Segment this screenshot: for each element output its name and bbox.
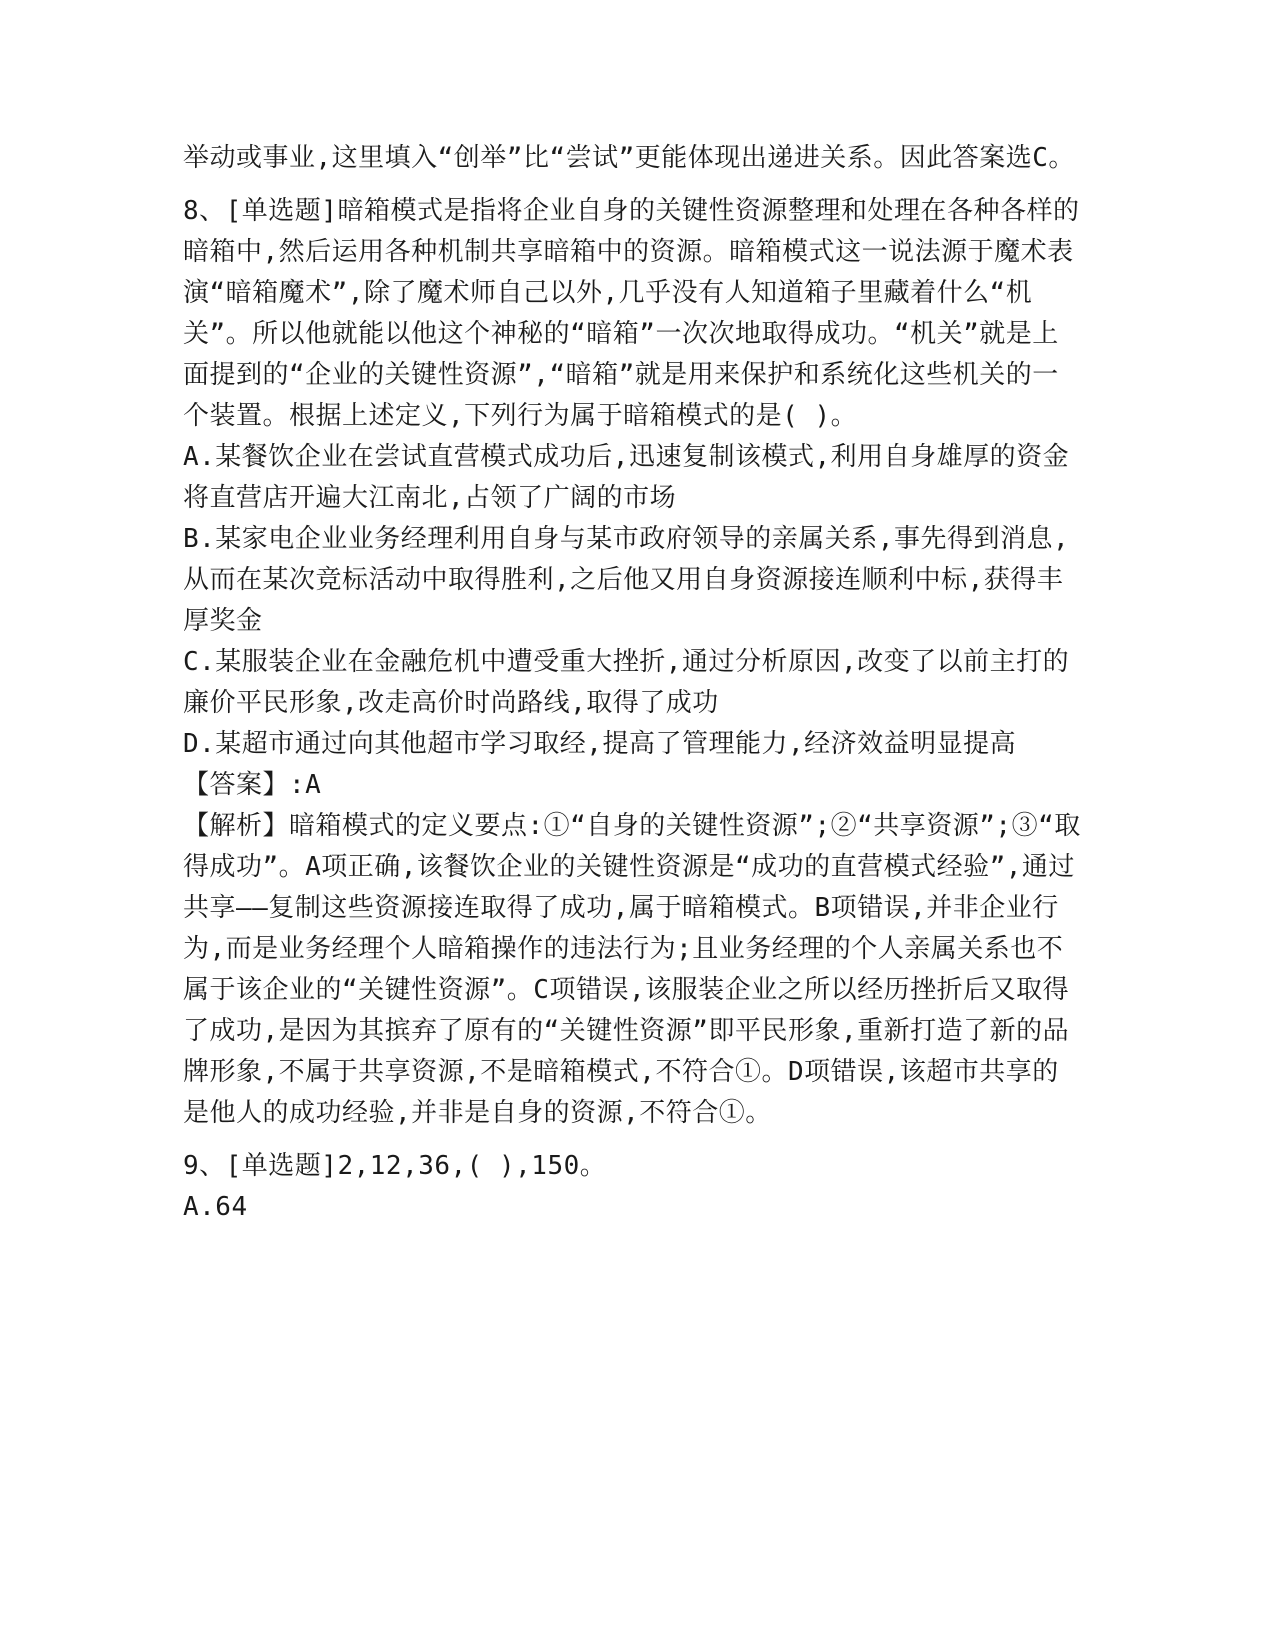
- question-8-option-a: A.某餐饮企业在尝试直营模式成功后,迅速复制该模式,利用自身雄厚的资金将直营店开遍大江南北,占领了广阔的市场: [183, 442, 1070, 513]
- question-8: [183, 191, 1083, 1134]
- question-9: [183, 1146, 1083, 1228]
- document-body: [183, 138, 1083, 1228]
- question-8-answer: 【答案】:A: [183, 770, 322, 800]
- previous-explanation-tail: 举动或事业,这里填入“创举”比“尝试”更能体现出递进关系。因此答案选C。: [183, 143, 1075, 173]
- question-8-option-c: C.某服装企业在金融危机中遭受重大挫折,通过分析原因,改变了以前主打的廉价平民形象,改走高价时尚路线,取得了成功: [183, 647, 1070, 718]
- question-8-option-d: D.某超市通过向其他超市学习取经,提高了管理能力,经济效益明显提高: [183, 729, 1017, 759]
- question-8-stem: 8、[单选题]暗箱模式是指将企业自身的关键性资源整理和处理在各种各样的暗箱中,然后运用各种机制共享暗箱中的资源。暗箱模式这一说法源于魔术表演“暗箱魔术”,除了魔术师自己以外,几乎没有人知道箱子里藏着什么“机关”。所以他就能以他这个神秘的“暗箱”一次次地取得成功。“机关”就是上面提到的“企业的关键性资源”,“暗箱”就是用来保护和系统化这些机关的一个装置。根据上述定义,下列行为属于暗箱模式的是( )。: [183, 196, 1080, 431]
- question-9-stem: 9、[单选题]2,12,36,( ),150。: [183, 1151, 607, 1181]
- question-8-analysis: 【解析】暗箱模式的定义要点:①“自身的关键性资源”;②“共享资源”;③“取得成功”。A项正确,该餐饮企业的关键性资源是“成功的直营模式经验”,通过共享——复制这些资源接连取得了成功,属于暗箱模式。B项错误,并非企业行为,而是业务经理个人暗箱操作的违法行为;且业务经理的个人亲属关系也不属于该企业的“关键性资源”。C项错误,该服装企业之所以经历挫折后又取得了成功,是因为其摈弃了原有的“关键性资源”即平民形象,重新打造了新的品牌形象,不属于共享资源,不是暗箱模式,不符合①。D项错误,该超市共享的是他人的成功经验,并非是自身的资源,不符合①。: [183, 811, 1081, 1128]
- question-9-option-a: A.64: [183, 1192, 248, 1222]
- question-8-option-b: B.某家电企业业务经理利用自身与某市政府领导的亲属关系,事先得到消息,从而在某次竞标活动中取得胜利,之后他又用自身资源接连顺利中标,获得丰厚奖金: [183, 524, 1070, 636]
